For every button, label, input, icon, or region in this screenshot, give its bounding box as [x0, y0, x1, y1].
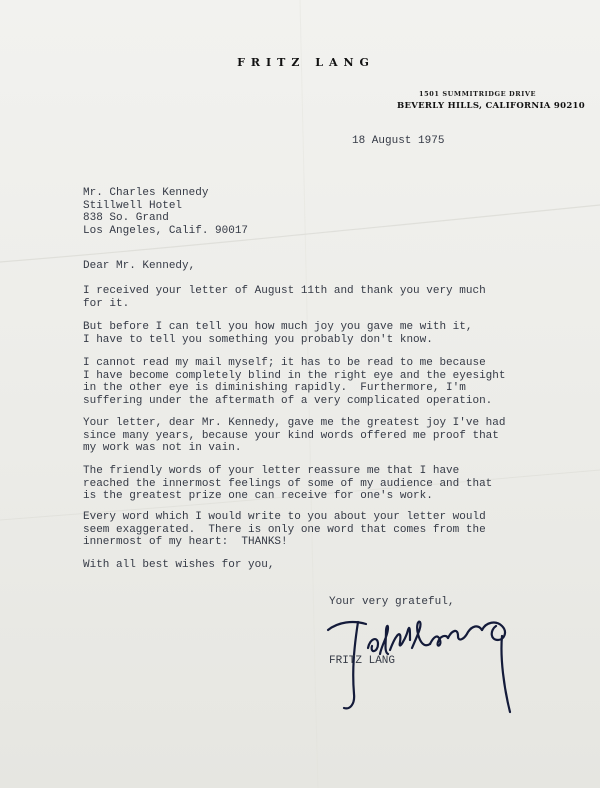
- letterhead-name: FRITZ LANG: [237, 56, 375, 69]
- salutation: Dear Mr. Kennedy,: [83, 260, 196, 272]
- text-line: in the other eye is diminishing rapidly. Furthermore, I'm: [83, 382, 466, 394]
- text-line: Your letter, dear Mr. Kennedy, gave me the greatest joy I've had: [83, 417, 506, 429]
- recipient-line: 838 So. Grand: [83, 212, 169, 224]
- text-line: But before I can tell you how much joy you gave me with it,: [83, 321, 473, 333]
- letter-date: 18 August 1975: [352, 135, 445, 147]
- paragraph: [83, 321, 472, 346]
- recipient-line: Los Angeles, Calif. 90017: [83, 224, 249, 237]
- text-line: reached the innermost feelings of some of my audience and that: [83, 477, 493, 490]
- recipient-line: Stillwell Hotel: [83, 199, 183, 212]
- text-line: seem exaggerated. There is only one word that comes from the: [83, 523, 486, 536]
- paragraph: [83, 357, 505, 407]
- paragraph: [83, 285, 486, 310]
- recipient-address: [83, 187, 248, 237]
- letterhead-city: BEVERLY HILLS, CALIFORNIA 90210: [397, 101, 585, 111]
- paragraph: [83, 559, 274, 572]
- text-line: since many years, because your kind words offered me proof that: [83, 429, 499, 442]
- paragraph: [83, 417, 505, 455]
- text-line: I have to tell you something you probably don't know.: [83, 333, 433, 346]
- text-line: innermost of my heart: THANKS!: [83, 536, 288, 548]
- closing: Your very grateful,: [329, 596, 455, 608]
- recipient-line: Mr. Charles Kennedy: [83, 187, 209, 199]
- text-line: is the greatest prize one can receive for one's work.: [83, 490, 433, 502]
- text-line: my work was not in vain.: [83, 442, 242, 454]
- letterhead-street: 1501 SUMMITRIDGE DRIVE: [419, 90, 537, 98]
- text-line: I received your letter of August 11th and thank you very much: [83, 285, 486, 297]
- paragraph: [83, 511, 486, 549]
- text-line: suffering under the aftermath of a very complicated operation.: [83, 394, 493, 407]
- text-line: for it.: [83, 297, 130, 310]
- paragraph: [83, 465, 492, 503]
- text-line: The friendly words of your letter reassure me that I have: [83, 465, 460, 477]
- text-line: I cannot read my mail myself; it has to be read to me because: [83, 357, 486, 369]
- text-line: Every word which I would write to you about your letter would: [83, 511, 486, 523]
- text-line: With all best wishes for you,: [83, 559, 275, 571]
- text-line: I have become completely blind in the right eye and the eyesight: [83, 369, 506, 382]
- typed-signature-name: FRITZ LANG: [329, 655, 396, 667]
